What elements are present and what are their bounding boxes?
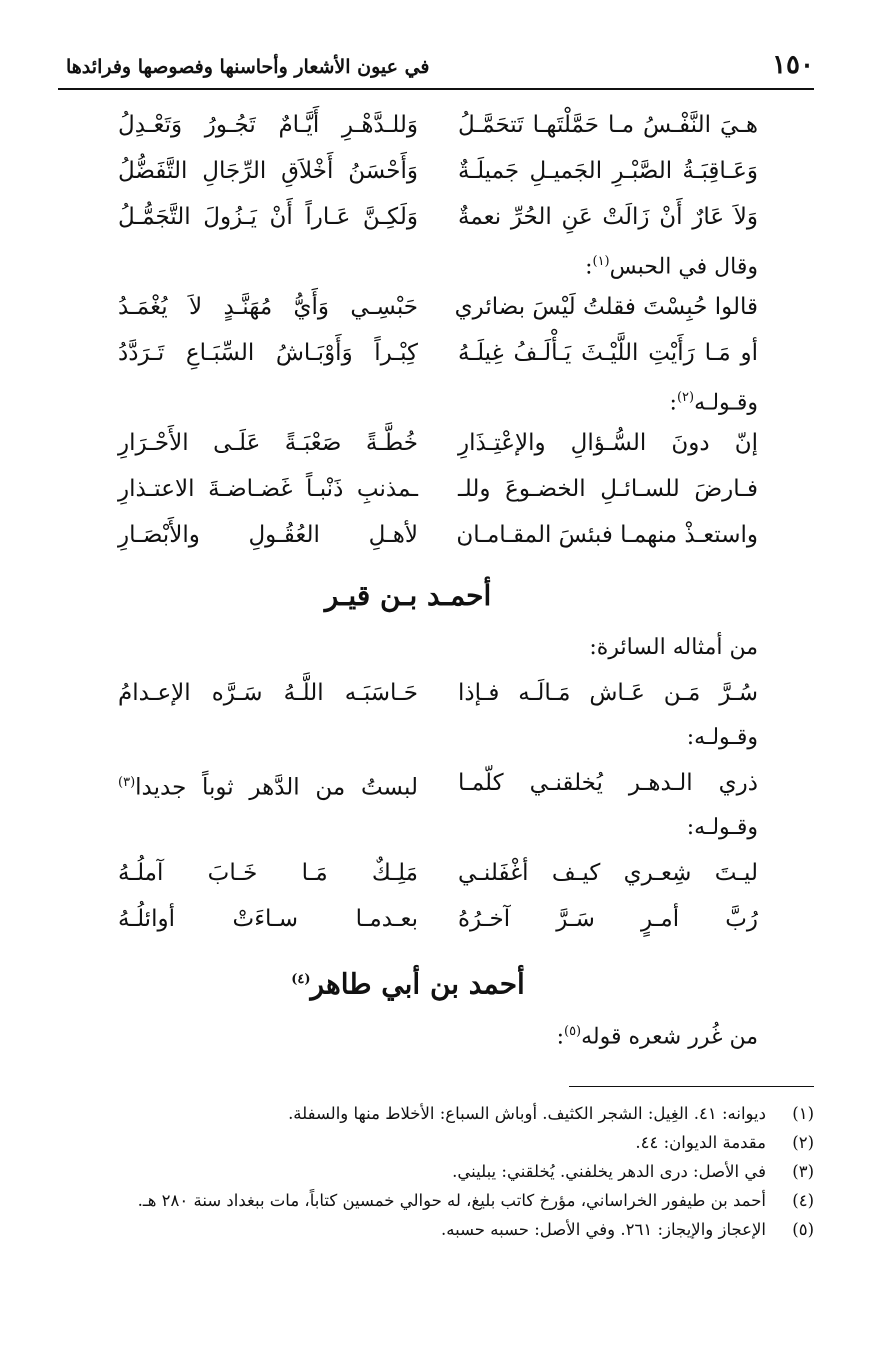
poet-heading <box>58 950 758 1010</box>
poem-intro <box>58 1010 758 1054</box>
poet-heading: أحمـد بـن قيـر <box>324 579 492 612</box>
poem-block-1 <box>58 102 758 240</box>
second-hemistich: خُطَّـةً صَعْبَـةً عَلَـى الأَحْـرَارِ <box>118 430 418 456</box>
first-hemistich: أو مَـا رَأَيْتِ اللَّيْـثَ يَـأْلَـفُ غِيلَـهُ <box>458 340 758 366</box>
verse-line <box>58 330 758 376</box>
poem-block-3 <box>58 420 758 558</box>
footnote-item <box>56 1157 814 1186</box>
verse-line <box>58 466 758 512</box>
intro-colon: : <box>585 254 593 280</box>
poem-intro <box>58 376 758 420</box>
footnote-text: مقدمة الديوان: ٤٤. <box>635 1133 766 1152</box>
footnotes <box>56 1086 814 1244</box>
first-hemistich: وَلاَ عَارٌ أَنْ زَالَتْ عَنِ الحُرِّ نعمةٌ <box>458 204 758 230</box>
footnote-item <box>56 1099 814 1128</box>
intro-text: من غُرر شعره قوله <box>581 1024 758 1050</box>
intro-text: وقـولـه <box>694 390 758 416</box>
running-header <box>58 48 814 90</box>
verse-line <box>58 760 758 806</box>
footnote-text: ديوانه: ٤١. الغِيل: الشجر الكثيف. أوباش السباع: الأخلاط منها والسفلة. <box>288 1104 766 1123</box>
first-hemistich: هـيَ النَّفْـسُ مـا حَمَّلْتَهـا تَتحَمَّـلُ <box>458 112 758 138</box>
heading-text: أحمد بن أبي طاهر <box>310 967 525 1001</box>
verse-line <box>58 896 758 942</box>
second-hemistich: لأهـلِ العُقُـولِ والأَبْصَـارِ <box>118 522 418 548</box>
footnote-number: (٥) <box>792 1220 814 1239</box>
footnote-number: (١) <box>792 1104 814 1123</box>
footnote-ref: (٤) <box>291 972 311 987</box>
second-hemistich: وَأَحْسَنُ أَخْلاَقِ الرِّجَالِ التَّفَضُّلُ <box>118 158 418 184</box>
first-hemistich: ذري الـدهـر يُخلقنـي كلّمـا <box>458 770 758 796</box>
footnote-item <box>56 1128 814 1157</box>
poem-block-6 <box>58 850 758 942</box>
verse-line <box>58 420 758 466</box>
page-body <box>58 102 758 1054</box>
verse-line <box>58 850 758 896</box>
poem-intro: من أمثاله السائرة: <box>589 635 758 660</box>
verse-line <box>58 148 758 194</box>
footnote-number: (٢) <box>792 1133 814 1152</box>
poem-block-5 <box>58 760 758 806</box>
verse-line <box>58 512 758 558</box>
first-hemistich: رُبَّ أمـرٍ سَـرَّ آخـرُهُ <box>458 906 758 932</box>
intro-colon: : <box>556 1024 564 1050</box>
footnote-text: أحمد بن طيفور الخراساني، مؤرخ كاتب بليغ، له حوالي خمسين كتاباً، مات ببغداد سنة ٢٨٠ هـ. <box>137 1191 766 1210</box>
footnote-text: الإعجاز والإيجاز: ٢٦١. وفي الأصل: حسبه حسبه. <box>441 1220 766 1239</box>
running-title: في عيون الأشعار وأحاسنها وفصوصها وفرائدها <box>66 56 430 78</box>
intro-colon: : <box>669 390 677 416</box>
first-hemistich: وَعَـاقِبَـةُ الصَّبْـرِ الجَميـلِ جَميلَـةٌ <box>458 158 758 184</box>
second-hemistich: وَلَكِـنَّ عَـاراً أَنْ يَـزُولَ التَّجَمُّـلُ <box>118 204 418 230</box>
second-hemistich: حَـاسَبَـه اللَّـهُ سَـرَّه الإعـدامُ <box>118 680 418 706</box>
footnote-number: (٣) <box>792 1162 814 1181</box>
footnote-ref: (٣) <box>118 775 136 790</box>
second-hemistich <box>118 760 418 811</box>
poem-intro: وقـولـه: <box>686 815 758 840</box>
hemistich-text: لبستُ من الدَّهر ثوباً جديدا <box>135 774 418 801</box>
verse-line <box>58 194 758 240</box>
footnote-ref: (٥) <box>563 1024 582 1039</box>
second-hemistich: وَللـدَّهْـرِ أَيَّـامٌ تَجُـورُ وَتَعْـدِلُ <box>118 112 418 138</box>
second-hemistich: كِبْـراً وَأَوْبَـاشُ السِّبَـاعِ تَـرَدَّدُ <box>118 340 418 366</box>
second-hemistich: بعـدمـا سـاءَتْ أوائلُـهُ <box>118 906 418 932</box>
footnote-item <box>56 1186 814 1215</box>
footnote-number: (٤) <box>792 1191 814 1210</box>
poem-block-4 <box>58 670 758 716</box>
verse-line <box>58 102 758 148</box>
footnote-ref: (١) <box>592 254 610 269</box>
second-hemistich: ـمذنبِ ذَنْبـاً غَضـاضـةَ الاعتـذارِ <box>118 476 418 502</box>
footnote-divider <box>569 1086 814 1087</box>
first-hemistich: إنّ دونَ السُّـؤالِ والإعْتِـذَارِ <box>458 430 758 456</box>
footnote-ref: (٢) <box>676 390 695 405</box>
poem-intro: وقـولـه: <box>686 725 758 750</box>
first-hemistich: فـارضَ للسـائـلِ الخضـوعَ وللـ <box>458 476 758 502</box>
poem-intro <box>58 240 758 284</box>
first-hemistich: سُـرَّ مَـن عَـاش مَـالَـه فـإذا <box>458 680 758 706</box>
footnote-item <box>56 1215 814 1244</box>
second-hemistich: مَلِـكٌ مَـا خَـابَ آملُـهُ <box>118 860 418 886</box>
verse-line <box>58 670 758 716</box>
page-number: ١٥٠ <box>772 50 814 80</box>
second-hemistich: حَبْسِـي وَأَيُّ مُهَنَّـدٍ لاَ يُغْمَـدُ <box>118 294 418 320</box>
first-hemistich: واستعـذْ منهمـا فبئسَ المقـامـان <box>456 522 758 548</box>
verse-line <box>58 284 758 330</box>
first-hemistich: ليـتَ شِعـري كيـف أغْفَلنـي <box>458 860 758 886</box>
poem-block-2 <box>58 284 758 376</box>
footnote-text: في الأصل: درى الدهر يخلفني. يُخلقني: يبليني. <box>452 1162 766 1181</box>
intro-text: وقال في الحبس <box>609 254 758 280</box>
first-hemistich: قالوا حُبِسْتَ فقلتُ لَيْسَ بضائري <box>454 294 758 320</box>
